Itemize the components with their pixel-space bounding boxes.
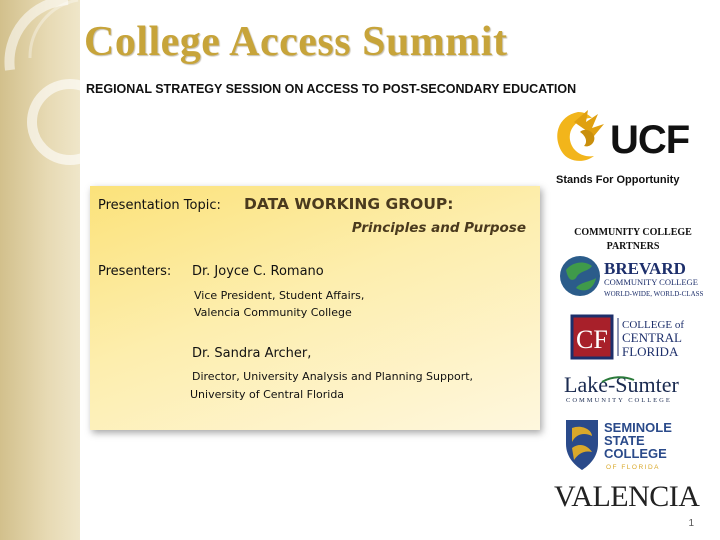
- ucf-tagline: Stands For Opportunity: [556, 174, 680, 186]
- central-florida-logo: [570, 314, 692, 360]
- cf-line-2: CENTRAL: [622, 330, 682, 345]
- cf-line-1: COLLEGE of: [622, 319, 685, 331]
- presenter-2-name: Dr. Sandra Archer,: [192, 346, 312, 361]
- seminole-line-1: SEMINOLE: [604, 420, 672, 435]
- seminole-line-4: OF FLORIDA: [606, 464, 661, 471]
- topic-box: [90, 186, 540, 430]
- topic-heading: DATA WORKING GROUP:: [244, 195, 454, 213]
- brevard-subname: COMMUNITY COLLEGE: [604, 277, 698, 287]
- seminole-logo: [562, 414, 696, 474]
- presenter-2-organization: University of Central Florida: [190, 388, 345, 401]
- valencia-logo: VALENCIA: [554, 480, 700, 513]
- seminole-line-2: STATE: [604, 433, 645, 448]
- slide-subtitle: REGIONAL STRATEGY SESSION ON ACCESS TO POST-SECONDARY EDUCATION: [86, 82, 577, 96]
- cf-line-3: FLORIDA: [622, 344, 679, 359]
- cf-monogram: CF: [576, 325, 608, 354]
- lake-sumter-logo: [562, 370, 696, 406]
- presenter-2-title: Director, University Analysis and Planning Support,: [192, 370, 474, 383]
- lake-sumter-name: Lake-Sumter: [564, 372, 679, 397]
- globe-icon: [560, 256, 600, 296]
- topic-label: Presentation Topic:: [98, 198, 221, 213]
- seminole-line-3: COLLEGE: [604, 446, 667, 461]
- lake-sumter-subname: COMMUNITY COLLEGE: [566, 397, 672, 404]
- topic-subheading: Principles and Purpose: [351, 220, 526, 236]
- brevard-name: BREVARD: [604, 259, 686, 278]
- slide-title: College Access Summit: [84, 19, 508, 65]
- page-number: 1: [688, 518, 694, 529]
- presenters-label: Presenters:: [98, 264, 172, 279]
- ucf-wordmark: UCF: [610, 118, 690, 162]
- presenter-1-organization: Valencia Community College: [194, 306, 352, 319]
- presenter-1-name: Dr. Joyce C. Romano: [192, 264, 324, 279]
- brevard-logo: [558, 252, 706, 302]
- brevard-motto: WORLD-WIDE, WORLD-CLASS: [604, 290, 704, 298]
- presenter-1-title: Vice President, Student Affairs,: [194, 289, 365, 302]
- community-college-partners-heading: COMMUNITY COLLEGE PARTNERS: [574, 227, 692, 252]
